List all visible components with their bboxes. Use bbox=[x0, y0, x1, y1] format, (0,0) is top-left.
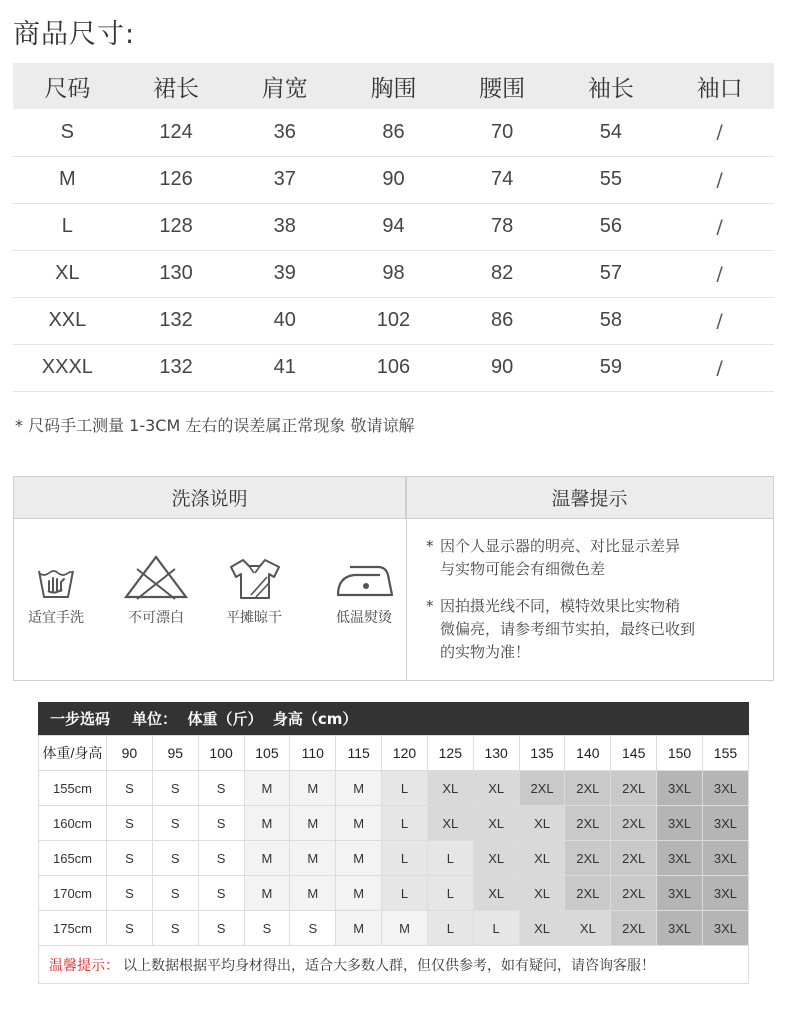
size-cell: S bbox=[13, 109, 122, 156]
size-recommend-cell: M bbox=[244, 841, 290, 876]
size-recommend-cell: S bbox=[152, 771, 198, 806]
wash-label: 平摊晾干 bbox=[226, 610, 282, 626]
size-recommend-cell: XL bbox=[565, 911, 611, 946]
size-header-cell: 肩宽 bbox=[230, 63, 339, 109]
size-recommendation bbox=[38, 702, 749, 984]
size-recommend-cell: S bbox=[152, 841, 198, 876]
size-cell: L bbox=[13, 203, 122, 250]
tip-line: 微偏亮，请参考细节实拍，最终已收到 bbox=[440, 620, 696, 638]
wash-label: 低温熨烫 bbox=[336, 610, 392, 626]
size-recommend-cell: L bbox=[382, 771, 428, 806]
size-table bbox=[13, 63, 774, 392]
tips-title: 温馨提示 bbox=[406, 477, 773, 519]
size-recommend-cell: S bbox=[152, 876, 198, 911]
wash-item-hand-wash bbox=[8, 561, 104, 627]
size-recommend-cell: M bbox=[244, 771, 290, 806]
size-recommend-cell: M bbox=[382, 911, 428, 946]
tip-line: 因个人显示器的明亮、对比显示差异 bbox=[440, 537, 681, 555]
size-recommend-cell: 2XL bbox=[519, 771, 565, 806]
size-recommend-cell: XL bbox=[473, 771, 519, 806]
wash-item-low-iron bbox=[316, 561, 412, 627]
size-cell: XL bbox=[13, 250, 122, 297]
weight-header-cell: 140 bbox=[565, 736, 611, 771]
size-cell: 39 bbox=[230, 250, 339, 297]
no-bleach-icon bbox=[123, 553, 189, 601]
height-label: 155cm bbox=[39, 771, 107, 806]
hand-wash-icon bbox=[35, 561, 77, 601]
size-recommend-cell: M bbox=[336, 771, 382, 806]
wash-label: 适宜手洗 bbox=[28, 610, 84, 626]
size-recommend-cell: S bbox=[198, 841, 244, 876]
size-cell: 90 bbox=[448, 344, 557, 391]
size-cell: / bbox=[665, 250, 774, 297]
weight-header-cell: 145 bbox=[611, 736, 657, 771]
size-cell: 56 bbox=[557, 203, 666, 250]
page-title: 商品尺寸: bbox=[13, 19, 136, 50]
size-recommend-cell: L bbox=[427, 876, 473, 911]
table-row bbox=[13, 156, 774, 203]
size-recommend-cell: L bbox=[473, 911, 519, 946]
size-recommend-cell: M bbox=[336, 841, 382, 876]
size-recommend-cell: 2XL bbox=[565, 771, 611, 806]
size-recommend-cell: M bbox=[290, 806, 336, 841]
size-recommend-cell: XL bbox=[519, 806, 565, 841]
size-recommend-cell: 2XL bbox=[565, 876, 611, 911]
size-cell: 78 bbox=[448, 203, 557, 250]
size-recommend-cell: XL bbox=[519, 876, 565, 911]
size-header-cell: 裙长 bbox=[122, 63, 231, 109]
weight-header-cell: 135 bbox=[519, 736, 565, 771]
size-cell: 40 bbox=[230, 297, 339, 344]
size-recommend-cell: L bbox=[382, 841, 428, 876]
size-cell: / bbox=[665, 156, 774, 203]
size-recommend-cell: XL bbox=[519, 911, 565, 946]
size-cell: 94 bbox=[339, 203, 448, 250]
size-recommend-cell: XL bbox=[473, 876, 519, 911]
tip-star: * bbox=[426, 537, 434, 555]
size-recommend-cell: S bbox=[152, 911, 198, 946]
size-recommend-cell: 3XL bbox=[702, 841, 748, 876]
size-recommend-cell: 2XL bbox=[611, 806, 657, 841]
size-recommend-cell: XL bbox=[473, 806, 519, 841]
size-cell: XXL bbox=[13, 297, 122, 344]
size-recommend-cell: 3XL bbox=[702, 911, 748, 946]
table-row bbox=[39, 911, 749, 946]
size-recommend-cell: M bbox=[336, 911, 382, 946]
weight-header-cell: 95 bbox=[152, 736, 198, 771]
wash-item-no-bleach bbox=[108, 561, 204, 627]
size-cell: / bbox=[665, 109, 774, 156]
low-iron-icon bbox=[334, 561, 394, 601]
size-cell: 58 bbox=[557, 297, 666, 344]
weight-header-cell: 125 bbox=[427, 736, 473, 771]
recommendation-title: 一步选码 bbox=[50, 710, 111, 728]
size-recommend-cell: XL bbox=[427, 806, 473, 841]
size-recommend-cell: S bbox=[290, 911, 336, 946]
size-cell: 57 bbox=[557, 250, 666, 297]
size-recommend-cell: L bbox=[382, 806, 428, 841]
size-header-cell: 胸围 bbox=[339, 63, 448, 109]
wash-label: 不可漂白 bbox=[128, 610, 184, 626]
size-recommend-cell: 3XL bbox=[657, 876, 703, 911]
size-recommend-cell: M bbox=[290, 771, 336, 806]
size-cell: 70 bbox=[448, 109, 557, 156]
size-header-cell: 腰围 bbox=[448, 63, 557, 109]
size-recommend-cell: S bbox=[152, 806, 198, 841]
recommendation-footer bbox=[38, 946, 749, 984]
size-recommend-cell: 2XL bbox=[611, 911, 657, 946]
tip-line: 的实物为准！ bbox=[440, 643, 531, 661]
size-recommend-cell: S bbox=[107, 876, 153, 911]
size-recommend-cell: 3XL bbox=[702, 806, 748, 841]
size-recommend-cell: S bbox=[244, 911, 290, 946]
table-row bbox=[13, 203, 774, 250]
size-recommend-cell: 2XL bbox=[565, 806, 611, 841]
table-row bbox=[13, 344, 774, 391]
table-row bbox=[39, 876, 749, 911]
size-cell: 41 bbox=[230, 344, 339, 391]
size-recommend-cell: S bbox=[198, 806, 244, 841]
size-cell: 130 bbox=[122, 250, 231, 297]
size-recommend-cell: 2XL bbox=[611, 771, 657, 806]
wash-item-dry-flat bbox=[206, 561, 302, 627]
footer-text: 以上数据根据平均身材得出，适合大多数人群，但仅供参考，如有疑问，请咨询客服！ bbox=[123, 957, 655, 974]
weight-header-cell: 150 bbox=[657, 736, 703, 771]
size-cell: 38 bbox=[230, 203, 339, 250]
recommendation-header bbox=[38, 702, 749, 735]
size-recommend-cell: 2XL bbox=[565, 841, 611, 876]
size-recommend-cell: L bbox=[382, 876, 428, 911]
size-recommend-cell: S bbox=[198, 911, 244, 946]
table-row bbox=[39, 771, 749, 806]
size-cell: 90 bbox=[339, 156, 448, 203]
table-row bbox=[39, 806, 749, 841]
size-recommend-cell: 2XL bbox=[611, 876, 657, 911]
size-header-cell: 袖长 bbox=[557, 63, 666, 109]
size-recommend-cell: 3XL bbox=[657, 771, 703, 806]
weight-header-cell: 90 bbox=[107, 736, 153, 771]
tip-item bbox=[426, 535, 756, 581]
size-recommend-cell: 2XL bbox=[611, 841, 657, 876]
tip-star: * bbox=[426, 597, 434, 615]
size-recommend-cell: M bbox=[290, 841, 336, 876]
height-label: 170cm bbox=[39, 876, 107, 911]
size-cell: 54 bbox=[557, 109, 666, 156]
size-recommend-cell: 3XL bbox=[657, 841, 703, 876]
size-cell: / bbox=[665, 297, 774, 344]
table-row bbox=[13, 250, 774, 297]
size-cell: 102 bbox=[339, 297, 448, 344]
size-recommend-cell: M bbox=[244, 876, 290, 911]
size-header-cell: 袖口 bbox=[665, 63, 774, 109]
size-cell: 132 bbox=[122, 297, 231, 344]
size-table-header bbox=[13, 63, 774, 109]
size-recommend-cell: L bbox=[427, 841, 473, 876]
size-cell: 124 bbox=[122, 109, 231, 156]
weight-header-cell: 105 bbox=[244, 736, 290, 771]
size-cell: / bbox=[665, 344, 774, 391]
size-cell: / bbox=[665, 203, 774, 250]
size-cell: 98 bbox=[339, 250, 448, 297]
size-recommend-cell: XL bbox=[427, 771, 473, 806]
height-label: 175cm bbox=[39, 911, 107, 946]
table-row bbox=[13, 109, 774, 156]
size-cell: 59 bbox=[557, 344, 666, 391]
tip-line: 与实物可能会有细微色差 bbox=[440, 560, 606, 578]
height-label: 165cm bbox=[39, 841, 107, 876]
size-cell: 74 bbox=[448, 156, 557, 203]
size-cell: 106 bbox=[339, 344, 448, 391]
table-row bbox=[13, 297, 774, 344]
tip-line: 因拍摄光线不同，模特效果比实物稍 bbox=[440, 597, 681, 615]
table-row bbox=[39, 841, 749, 876]
size-cell: 82 bbox=[448, 250, 557, 297]
size-recommend-cell: S bbox=[198, 771, 244, 806]
dry-flat-icon bbox=[227, 557, 281, 601]
weight-header-cell: 100 bbox=[198, 736, 244, 771]
measurement-note: * 尺码手工测量 1-3CM 左右的误差属正常现象 敬请谅解 bbox=[15, 416, 415, 435]
tip-item bbox=[426, 595, 756, 664]
size-recommend-cell: S bbox=[107, 841, 153, 876]
size-cell: M bbox=[13, 156, 122, 203]
footer-label: 温馨提示： bbox=[49, 957, 119, 974]
weight-header-row bbox=[39, 736, 749, 771]
size-cell: 132 bbox=[122, 344, 231, 391]
size-recommend-cell: L bbox=[427, 911, 473, 946]
size-recommend-cell: 3XL bbox=[657, 806, 703, 841]
corner-label: 体重/身高 bbox=[39, 736, 107, 771]
weight-header-cell: 110 bbox=[290, 736, 336, 771]
weight-header-cell: 130 bbox=[473, 736, 519, 771]
weight-header-cell: 115 bbox=[336, 736, 382, 771]
size-cell: 55 bbox=[557, 156, 666, 203]
size-recommend-cell: S bbox=[107, 771, 153, 806]
height-label: 160cm bbox=[39, 806, 107, 841]
size-recommend-cell: S bbox=[198, 876, 244, 911]
size-recommend-cell: 3XL bbox=[702, 876, 748, 911]
recommendation-units: 单位： 体重（斤） 身高（cm） bbox=[132, 710, 358, 728]
size-cell: XXXL bbox=[13, 344, 122, 391]
size-recommend-cell: M bbox=[290, 876, 336, 911]
size-recommend-cell: XL bbox=[473, 841, 519, 876]
size-recommend-cell: S bbox=[107, 911, 153, 946]
recommendation-table bbox=[38, 735, 749, 946]
size-recommend-cell: M bbox=[244, 806, 290, 841]
size-recommend-cell: 3XL bbox=[657, 911, 703, 946]
size-header-cell: 尺码 bbox=[13, 63, 122, 109]
size-cell: 36 bbox=[230, 109, 339, 156]
size-recommend-cell: 3XL bbox=[702, 771, 748, 806]
care-info-box bbox=[13, 476, 774, 681]
size-table-body bbox=[13, 109, 774, 391]
size-cell: 86 bbox=[339, 109, 448, 156]
size-recommend-cell: XL bbox=[519, 841, 565, 876]
size-cell: 126 bbox=[122, 156, 231, 203]
size-cell: 128 bbox=[122, 203, 231, 250]
size-recommend-cell: M bbox=[336, 876, 382, 911]
wash-title: 洗涤说明 bbox=[14, 477, 406, 519]
size-cell: 37 bbox=[230, 156, 339, 203]
weight-header-cell: 120 bbox=[382, 736, 428, 771]
size-recommend-cell: S bbox=[107, 806, 153, 841]
size-cell: 86 bbox=[448, 297, 557, 344]
size-recommend-cell: M bbox=[336, 806, 382, 841]
weight-header-cell: 155 bbox=[702, 736, 748, 771]
